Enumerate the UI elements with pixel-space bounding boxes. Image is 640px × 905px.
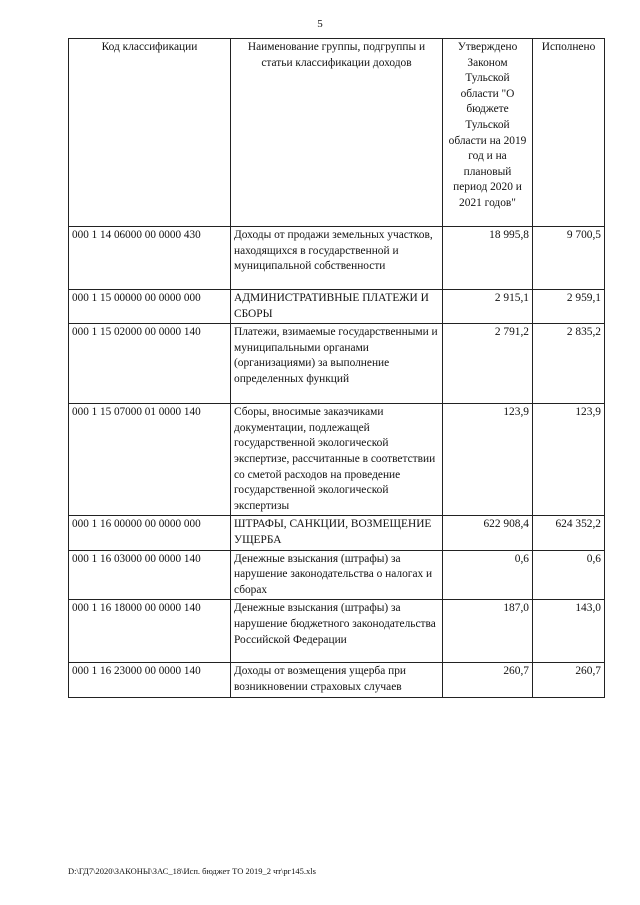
row-approved: 18 995,8 [443, 227, 533, 290]
row-code: 000 1 16 23000 00 0000 140 [69, 663, 231, 697]
row-approved: 2 791,2 [443, 324, 533, 404]
page-number: 5 [317, 18, 323, 30]
table-row [69, 516, 605, 550]
row-code: 000 1 16 18000 00 0000 140 [69, 600, 231, 663]
row-executed: 2 835,2 [533, 324, 605, 404]
row-approved: 622 908,4 [443, 516, 533, 550]
header-executed: Исполнено [533, 39, 605, 227]
row-approved: 260,7 [443, 663, 533, 697]
row-executed: 143,0 [533, 600, 605, 663]
row-executed: 9 700,5 [533, 227, 605, 290]
row-approved: 187,0 [443, 600, 533, 663]
header-approved: Утверждено Законом Тульской области "О бюджете Тульской области на 2019 год и на плановый период 2020 и 2021 годов" [443, 39, 533, 227]
row-code: 000 1 14 06000 00 0000 430 [69, 227, 231, 290]
table-row [69, 550, 605, 600]
table-row [69, 663, 605, 697]
row-executed: 260,7 [533, 663, 605, 697]
row-code: 000 1 15 02000 00 0000 140 [69, 324, 231, 404]
row-name: ШТРАФЫ, САНКЦИИ, ВОЗМЕЩЕНИЕ УЩЕРБА [231, 516, 443, 550]
budget-revenue-table [68, 38, 605, 698]
row-name: Денежные взыскания (штрафы) за нарушение бюджетного законодательства Российской Федерации [231, 600, 443, 663]
row-name: Денежные взыскания (штрафы) за нарушение законодательства о налогах и сборах [231, 550, 443, 600]
table-row [69, 324, 605, 404]
row-executed: 123,9 [533, 404, 605, 516]
table-header-row [69, 39, 605, 227]
row-name: Платежи, взимаемые государственными и муниципальными органами (организациями) за выполнение определенных функций [231, 324, 443, 404]
row-code: 000 1 16 03000 00 0000 140 [69, 550, 231, 600]
header-name: Наименование группы, подгруппы и статьи классификации доходов [231, 39, 443, 227]
row-approved: 0,6 [443, 550, 533, 600]
table-row [69, 227, 605, 290]
row-name: АДМИНИСТРАТИВНЫЕ ПЛАТЕЖИ И СБОРЫ [231, 290, 443, 324]
row-executed: 2 959,1 [533, 290, 605, 324]
row-code: 000 1 16 00000 00 0000 000 [69, 516, 231, 550]
row-code: 000 1 15 00000 00 0000 000 [69, 290, 231, 324]
row-executed: 624 352,2 [533, 516, 605, 550]
header-code: Код классификации [69, 39, 231, 227]
table-row [69, 404, 605, 516]
table-row [69, 290, 605, 324]
row-name: Сборы, вносимые заказчиками документации, подлежащей государственной экологической экспертизе, рассчитанные в соответствии со сметой расходов на проведение государственной экологической экспертизы [231, 404, 443, 516]
row-approved: 2 915,1 [443, 290, 533, 324]
row-name: Доходы от продажи земельных участков, находящихся в государственной и муниципальной собственности [231, 227, 443, 290]
file-path-footer: D:\ГД7\2020\ЗАКОНЫ\ЗАС_18\Исп. бюджет ТО 2019_2 чт\рг145.xls [68, 866, 316, 876]
row-approved: 123,9 [443, 404, 533, 516]
row-name: Доходы от возмещения ущерба при возникновении страховых случаев [231, 663, 443, 697]
table-row [69, 600, 605, 663]
row-executed: 0,6 [533, 550, 605, 600]
row-code: 000 1 15 07000 01 0000 140 [69, 404, 231, 516]
